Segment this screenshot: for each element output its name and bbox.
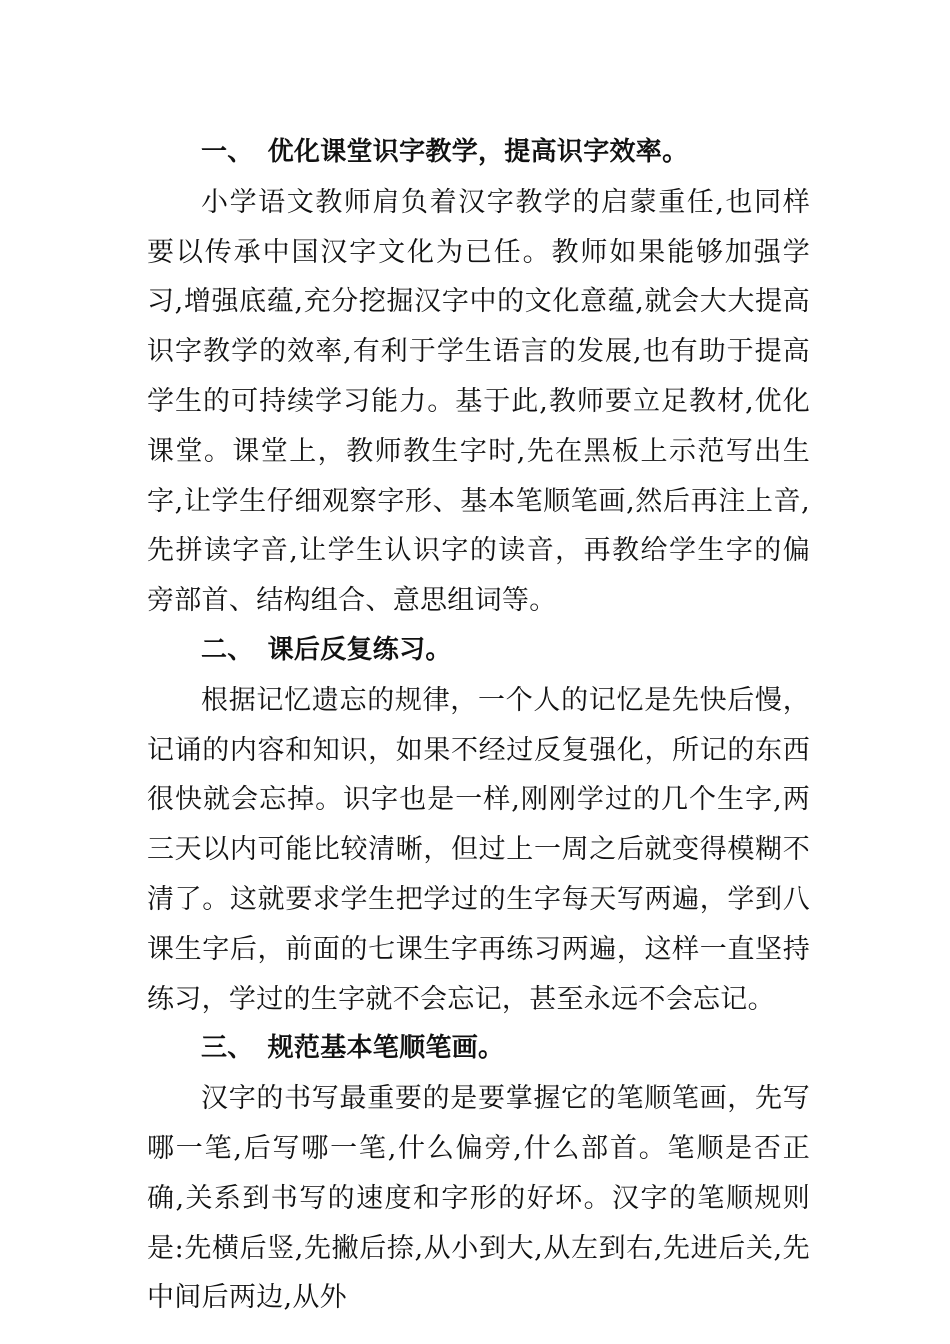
section-number: 一、 (201, 137, 254, 167)
section-number: 二、 (201, 634, 254, 665)
section-title: 课后反复练习。 (267, 634, 452, 665)
document-body (147, 128, 810, 1323)
section-paragraph-3: 汉字的书写最重要的是要掌握它的笔顺笔画，先写哪一笔,后写哪一笔,什么偏旁,什么部首。笔顺是否正确,关系到书写的速度和字形的好坏。汉字的笔顺规则是:先横后竖,先撇后捺,从小到大,从左到右,先进后关,先中间后两边,从外 (147, 1083, 810, 1314)
section-title: 优化课堂识字教学，提高识字效率。 (267, 137, 689, 167)
section-heading-1 (147, 128, 810, 178)
section-paragraph-1: 小学语文教师肩负着汉字教学的启蒙重任,也同样要以传承中国汉字文化为已任。教师如果能够加强学习,增强底蕴,充分挖掘汉字中的文化意蕴,就会大大提高识字教学的效率,有利于学生语言的发展,也有助于提高学生的可持续学习能力。基于此,教师要立足教材,优化课堂。课堂上，教师教生字时,先在黑板上示范写出生字,让学生仔细观察字形、基本笔顺笔画,然后再注上音,先拼读字音,让学生认识字的读音，再教给学生字的偏旁部首、结构组合、意思组词等。 (147, 186, 810, 617)
section-heading-2 (147, 626, 810, 676)
section-number: 三、 (201, 1033, 254, 1064)
section-heading-3 (147, 1024, 810, 1074)
section-paragraph-2: 根据记忆遗忘的规律，一个人的记忆是先快后慢，记诵的内容和知识，如果不经过反复强化，所记的东西很快就会忘掉。识字也是一样,刚刚学过的几个生字,两三天以内可能比较清晰，但过上一周之后就变得模糊不清了。这就要求学生把学过的生字每天写两遍，学到八课生字后，前面的七课生字再练习两遍，这样一直坚持练习，学过的生字就不会忘记，甚至永远不会忘记。 (147, 684, 810, 1015)
section-title: 规范基本笔顺笔画。 (267, 1033, 505, 1064)
